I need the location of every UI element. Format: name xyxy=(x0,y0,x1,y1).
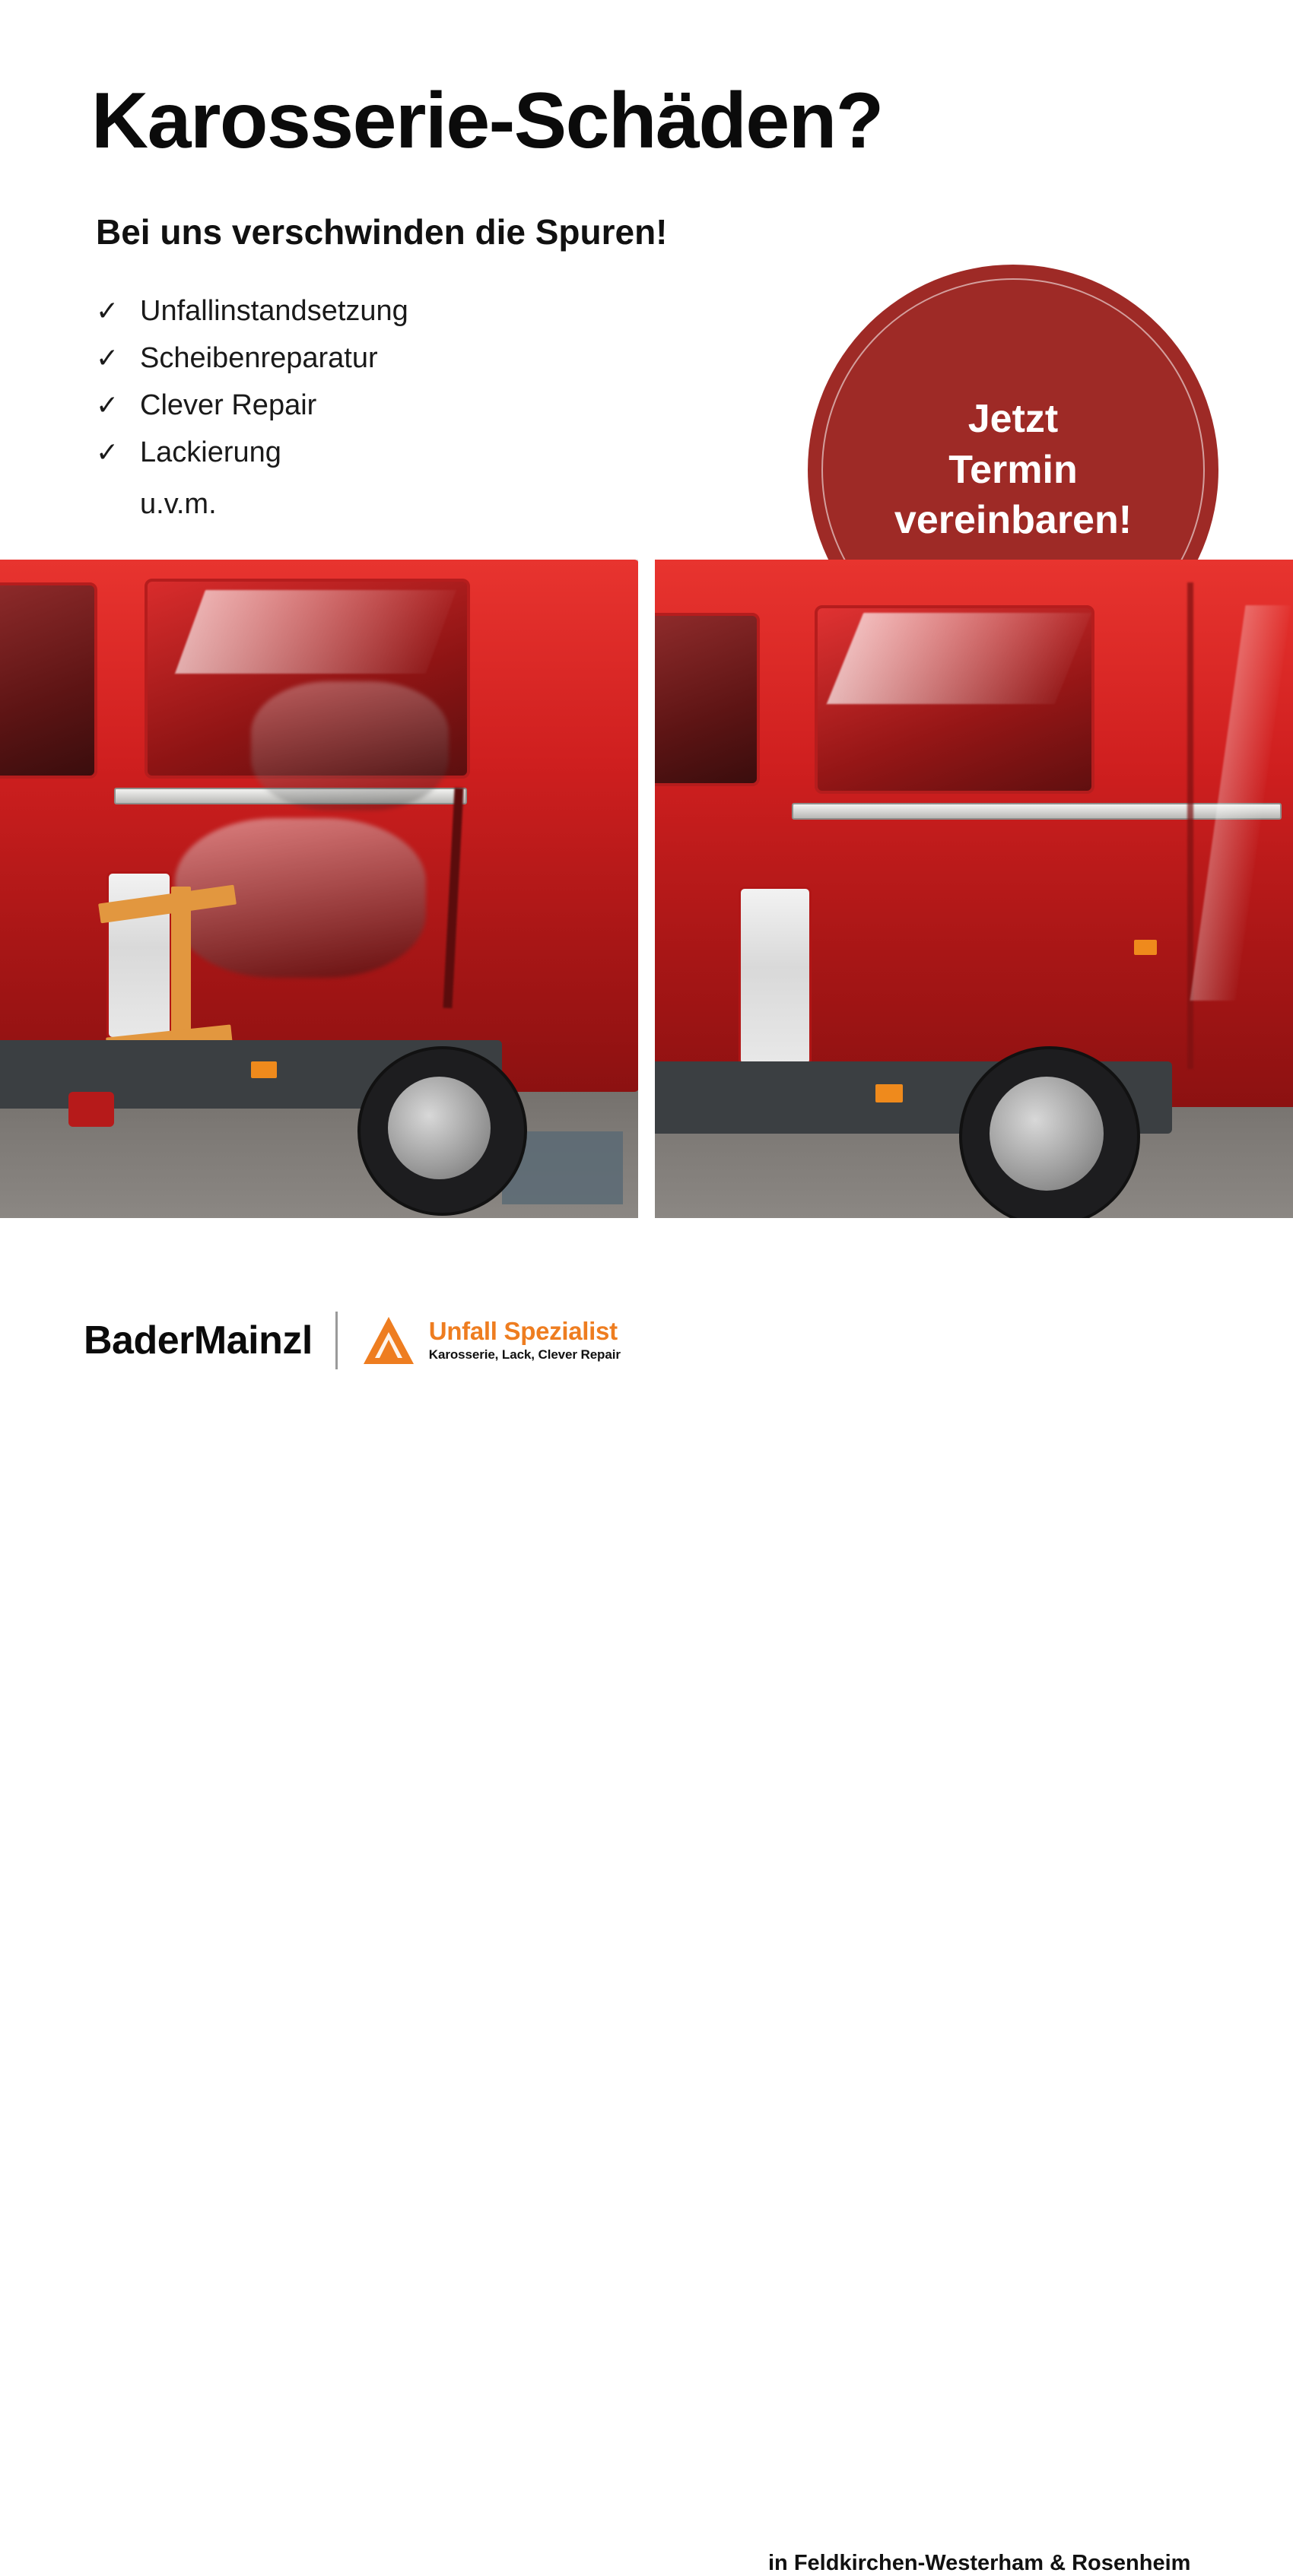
service-label: Scheibenreparatur xyxy=(140,342,378,374)
before-after-photos xyxy=(0,560,1293,1218)
service-label: Lackierung xyxy=(140,436,281,468)
cta-label xyxy=(864,394,1162,546)
brand-lockup xyxy=(84,1312,621,1369)
van-wheel-rim xyxy=(990,1077,1104,1191)
unfall-spezialist-logo-icon xyxy=(361,1314,417,1367)
service-list-more: u.v.m. xyxy=(140,488,217,520)
cta-line-1: Jetzt xyxy=(967,397,1059,442)
brand-name: BaderMainzl xyxy=(84,1318,313,1363)
service-label: Unfallinstandsetzung xyxy=(140,295,408,327)
van-lower-panel xyxy=(68,1092,114,1127)
list-item xyxy=(96,344,674,391)
check-icon: ✓ xyxy=(96,342,119,373)
logo-title: Unfall Spezialist xyxy=(428,1316,618,1345)
logo-subtitle: Karosserie, Lack, Clever Repair xyxy=(428,1347,621,1363)
photo-after-repair xyxy=(655,560,1293,1218)
cta-line-2: Termin xyxy=(948,447,1078,492)
paint-highlight xyxy=(175,590,456,674)
footer xyxy=(0,1247,1293,2575)
van-trim-rail xyxy=(792,803,1282,820)
van-tail-light xyxy=(739,887,812,1066)
check-icon: ✓ xyxy=(96,436,119,468)
bumper-reflector xyxy=(251,1061,277,1078)
page-subtitle: Bei uns verschwinden die Spuren! xyxy=(96,212,668,252)
list-item xyxy=(96,297,674,344)
list-item xyxy=(96,438,674,485)
list-item xyxy=(96,391,674,438)
van-rear-window xyxy=(0,582,97,779)
paint-highlight xyxy=(827,613,1091,704)
damage-dent xyxy=(251,681,449,811)
service-list xyxy=(96,297,674,519)
van-rear-window xyxy=(655,613,760,786)
photo-before-repair xyxy=(0,560,638,1218)
divider xyxy=(335,1312,338,1369)
bumper-reflector xyxy=(875,1084,903,1102)
cta-line-3: vereinbaren! xyxy=(894,498,1133,543)
locations-text: in Feldkirchen-Westerham & Rosenheim xyxy=(768,2551,1191,2575)
check-icon: ✓ xyxy=(96,295,119,326)
side-reflector xyxy=(1134,940,1157,955)
van-wheel-rim xyxy=(388,1077,491,1179)
service-label: Clever Repair xyxy=(140,389,317,421)
repair-tape xyxy=(171,887,191,1042)
page-title: Karosserie-Schäden? xyxy=(91,77,883,165)
check-icon: ✓ xyxy=(96,389,119,420)
logo-wordmark xyxy=(429,1318,621,1363)
